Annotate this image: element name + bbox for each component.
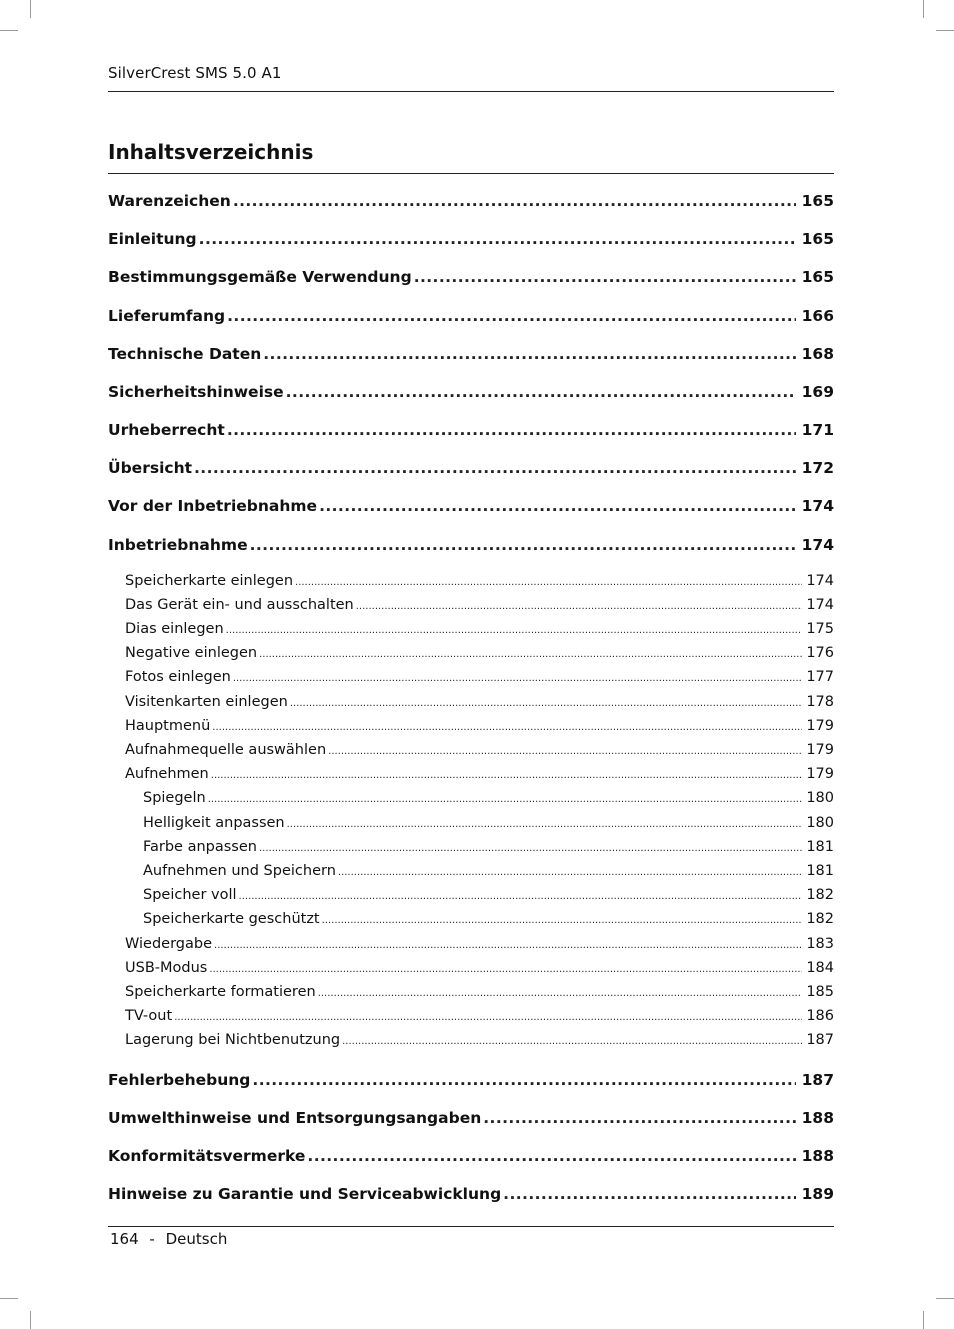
- crop-mark: [30, 0, 31, 18]
- toc-entry-title: Technische Daten: [108, 345, 262, 363]
- toc-dot-leader: [211, 766, 802, 784]
- toc-entry[interactable]: [108, 643, 834, 663]
- toc-entry[interactable]: [108, 667, 834, 687]
- toc-entry-page: 181: [806, 863, 834, 879]
- toc-dot-leader: [259, 645, 802, 663]
- toc-entry-page: 184: [806, 960, 834, 976]
- toc-entry[interactable]: [108, 619, 834, 639]
- toc-entry-title: Lagerung bei Nichtbenutzung: [125, 1032, 341, 1048]
- footer-separator: -: [149, 1230, 155, 1248]
- toc-dot-leader: [252, 1069, 796, 1091]
- crop-mark: [923, 0, 924, 18]
- toc-entry-title: Vor der Inbetriebnahme: [108, 497, 318, 515]
- toc-entry-title: Inbetriebnahme: [108, 536, 248, 554]
- toc-entry-title: Farbe anpassen: [143, 839, 257, 855]
- toc-entry-title: Aufnehmen und Speichern: [143, 863, 336, 879]
- crop-mark: [30, 1311, 31, 1329]
- toc-entry-page: 176: [806, 645, 834, 661]
- toc-entry[interactable]: [108, 495, 834, 517]
- toc-entry-page: 172: [801, 459, 834, 477]
- toc-dot-leader: [212, 718, 802, 736]
- toc-entry-page: 171: [801, 421, 834, 439]
- toc-entry[interactable]: [108, 534, 834, 556]
- toc-entry[interactable]: [108, 571, 834, 591]
- toc-entry[interactable]: [108, 1030, 834, 1050]
- crop-mark: [923, 1311, 924, 1329]
- toc-entry-page: 182: [806, 887, 834, 903]
- toc-dot-leader: [318, 984, 802, 1002]
- toc-entry-page: 182: [806, 911, 834, 927]
- toc-entry-page: 186: [806, 1008, 834, 1024]
- toc-entry-title: Spiegeln: [143, 790, 206, 806]
- toc-entry-page: 177: [806, 669, 834, 685]
- toc-entry[interactable]: [108, 813, 834, 833]
- page-footer: [110, 1230, 227, 1248]
- footer-language: Deutsch: [165, 1230, 228, 1248]
- toc-entry[interactable]: [108, 1069, 834, 1091]
- toc-entry-page: 179: [806, 742, 834, 758]
- toc-entry-title: Speicherkarte einlegen: [125, 573, 294, 589]
- crop-mark: [0, 1298, 18, 1299]
- toc-entry-title: Übersicht: [108, 459, 193, 477]
- toc-entry-page: 188: [801, 1109, 834, 1127]
- toc-dot-leader: [174, 1008, 802, 1026]
- header-rule: [108, 91, 834, 92]
- toc-dot-leader: [328, 742, 802, 760]
- toc-entry-page: 165: [801, 268, 834, 286]
- toc-entry-page: 187: [806, 1032, 834, 1048]
- toc-entry[interactable]: [108, 381, 834, 403]
- toc-entry-title: Dias einlegen: [125, 621, 224, 637]
- toc-entry-title: Speicher voll: [143, 887, 237, 903]
- toc-entry-title: Hinweise zu Garantie und Serviceabwicklung: [108, 1185, 502, 1203]
- toc-entry-title: Fehlerbehebung: [108, 1071, 251, 1089]
- toc-dot-leader: [290, 694, 802, 712]
- toc-entry[interactable]: [108, 305, 834, 327]
- toc-dot-leader: [338, 863, 802, 881]
- toc-entry-page: 165: [801, 192, 834, 210]
- toc-dot-leader: [307, 1145, 796, 1167]
- toc-entry[interactable]: [108, 982, 834, 1002]
- toc-entry-title: TV-out: [125, 1008, 173, 1024]
- toc-entry-page: 178: [806, 694, 834, 710]
- toc-dot-leader: [263, 343, 796, 365]
- toc-entry[interactable]: [108, 861, 834, 881]
- toc-dot-leader: [356, 597, 802, 615]
- heading-rule: [108, 173, 834, 174]
- page-number: 164: [110, 1230, 139, 1248]
- toc-entry-title: Speicherkarte geschützt: [143, 911, 320, 927]
- toc-dot-leader: [287, 815, 802, 833]
- toc-entry[interactable]: [108, 788, 834, 808]
- toc-entry-title: Warenzeichen: [108, 192, 231, 210]
- toc-dot-leader: [233, 190, 796, 212]
- toc-entry-page: 174: [806, 597, 834, 613]
- toc-entry-title: Aufnehmen: [125, 766, 209, 782]
- toc-dot-leader: [214, 936, 802, 954]
- toc-entry-page: 183: [806, 936, 834, 952]
- toc-entry[interactable]: [108, 934, 834, 954]
- toc-entry-page: 189: [801, 1185, 834, 1203]
- toc-entry-title: Wiedergabe: [125, 936, 213, 952]
- crop-mark: [936, 30, 954, 31]
- toc-entry[interactable]: [108, 764, 834, 784]
- toc-dot-leader: [194, 457, 796, 479]
- toc-entry-title: Einleitung: [108, 230, 197, 248]
- page-title: Inhaltsverzeichnis: [108, 140, 314, 164]
- toc-entry[interactable]: [108, 837, 834, 857]
- toc-entry-page: 174: [806, 573, 834, 589]
- toc-entry-page: 187: [801, 1071, 834, 1089]
- toc-dot-leader: [227, 305, 796, 327]
- toc-entry-title: USB-Modus: [125, 960, 208, 976]
- toc-entry-page: 174: [801, 536, 834, 554]
- toc-entry-title: Hauptmenü: [125, 718, 211, 734]
- toc-entry-title: Urheberrecht: [108, 421, 225, 439]
- toc-entry-page: 180: [806, 790, 834, 806]
- toc-entry[interactable]: [108, 343, 834, 365]
- toc-entry[interactable]: [108, 716, 834, 736]
- toc-entry-title: Speicherkarte formatieren: [125, 984, 316, 1000]
- footer-rule: [108, 1226, 834, 1227]
- toc-dot-leader: [233, 669, 802, 687]
- toc-entry-title: Aufnahmequelle auswählen: [125, 742, 327, 758]
- toc-entry[interactable]: [108, 457, 834, 479]
- toc-entry[interactable]: [108, 692, 834, 712]
- toc-entry[interactable]: [108, 1145, 834, 1167]
- toc-entry[interactable]: [108, 885, 834, 905]
- toc-entry-page: 179: [806, 766, 834, 782]
- toc-entry[interactable]: [108, 1006, 834, 1026]
- toc-entry-page: 175: [806, 621, 834, 637]
- toc-dot-leader: [250, 534, 796, 556]
- toc-entry-title: Bestimmungsgemäße Verwendung: [108, 268, 412, 286]
- toc-entry-page: 179: [806, 718, 834, 734]
- toc-dot-leader: [503, 1183, 796, 1205]
- toc-entry[interactable]: [108, 419, 834, 441]
- toc-dot-leader: [322, 911, 802, 929]
- toc-dot-leader: [199, 228, 796, 250]
- toc-entry-title: Visitenkarten einlegen: [125, 694, 288, 710]
- toc-entry-page: 168: [801, 345, 834, 363]
- toc-entry-page: 169: [801, 383, 834, 401]
- toc-dot-leader: [295, 573, 802, 591]
- toc-entry-title: Umwelthinweise und Entsorgungsangaben: [108, 1109, 482, 1127]
- toc-dot-leader: [227, 419, 796, 441]
- toc-entry-title: Konformitätsvermerke: [108, 1147, 306, 1165]
- toc-entry[interactable]: [108, 190, 834, 212]
- toc-entry[interactable]: [108, 595, 834, 615]
- toc-dot-leader: [319, 495, 796, 517]
- toc-entry[interactable]: [108, 1107, 834, 1129]
- toc-entry[interactable]: [108, 266, 834, 288]
- toc-entry-page: 166: [801, 307, 834, 325]
- toc-dot-leader: [342, 1032, 802, 1050]
- toc-dot-leader: [286, 381, 796, 403]
- running-header: SilverCrest SMS 5.0 A1: [108, 64, 282, 82]
- toc-entry-title: Negative einlegen: [125, 645, 258, 661]
- toc-entry-title: Lieferumfang: [108, 307, 226, 325]
- toc-entry-title: Helligkeit anpassen: [143, 815, 285, 831]
- toc-dot-leader: [209, 960, 802, 978]
- toc-entry-page: 174: [801, 497, 834, 515]
- toc-entry-title: Das Gerät ein- und ausschalten: [125, 597, 354, 613]
- toc-entry[interactable]: [108, 228, 834, 250]
- toc-entry-page: 180: [806, 815, 834, 831]
- crop-mark: [0, 30, 18, 31]
- toc-entry[interactable]: [108, 909, 834, 929]
- toc-entry[interactable]: [108, 1183, 834, 1205]
- toc-entry-title: Sicherheitshinweise: [108, 383, 284, 401]
- toc-entry-page: 181: [806, 839, 834, 855]
- toc-dot-leader: [208, 790, 802, 808]
- toc-dot-leader: [259, 839, 802, 857]
- toc-entry-page: 185: [806, 984, 834, 1000]
- toc-entry-page: 165: [801, 230, 834, 248]
- toc-dot-leader: [414, 266, 796, 288]
- toc-entry-title: Fotos einlegen: [125, 669, 231, 685]
- toc-dot-leader: [226, 621, 802, 639]
- toc-entry[interactable]: [108, 740, 834, 760]
- toc-entry[interactable]: [108, 958, 834, 978]
- toc-dot-leader: [483, 1107, 796, 1129]
- toc-entry-page: 188: [801, 1147, 834, 1165]
- toc-dot-leader: [239, 887, 802, 905]
- crop-mark: [936, 1298, 954, 1299]
